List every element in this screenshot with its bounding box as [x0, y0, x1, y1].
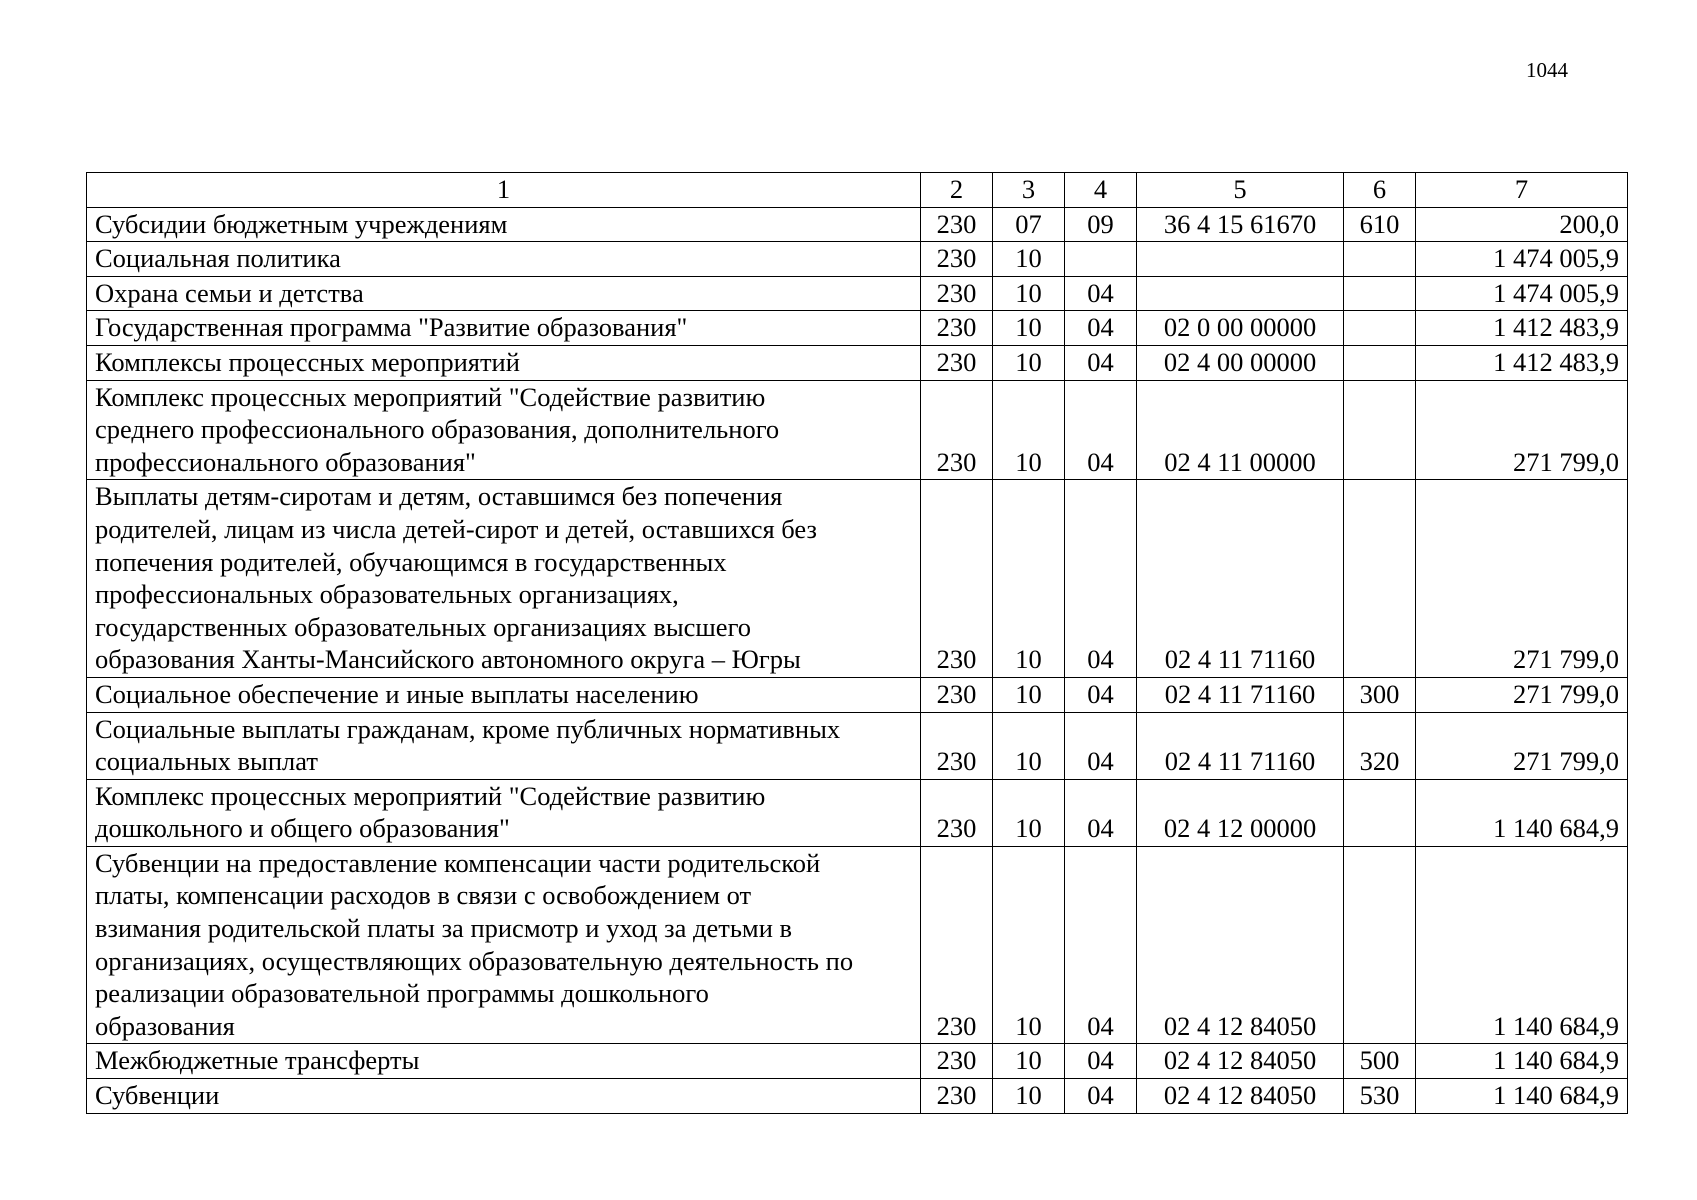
- table-row: [87, 380, 1628, 480]
- cell-name-line: социальных выплат: [95, 746, 318, 777]
- cell-expense-type: 320: [1344, 712, 1416, 779]
- cell-name: [87, 380, 921, 480]
- cell-section: 10: [993, 480, 1065, 678]
- cell-section: 10: [993, 712, 1065, 779]
- cell-target: 02 4 11 00000: [1137, 380, 1344, 480]
- cell-expense-type: [1344, 846, 1416, 1044]
- cell-name-line: Субвенции: [95, 1080, 220, 1111]
- cell-amount: 271 799,0: [1416, 380, 1628, 480]
- cell-code: 230: [921, 846, 993, 1044]
- cell-code: 230: [921, 1044, 993, 1079]
- header-cell-expense-type: 6: [1344, 173, 1416, 208]
- cell-subsection: 04: [1065, 779, 1137, 846]
- cell-expense-type: [1344, 345, 1416, 380]
- cell-name-line: Социальные выплаты гражданам, кроме публичных нормативных: [95, 713, 841, 744]
- cell-section: 10: [993, 276, 1065, 311]
- cell-section: 10: [993, 779, 1065, 846]
- cell-name: [87, 779, 921, 846]
- cell-subsection: 04: [1065, 311, 1137, 346]
- cell-expense-type: [1344, 242, 1416, 277]
- cell-name: [87, 242, 921, 277]
- cell-name: [87, 1079, 921, 1114]
- cell-name-line: Социальная политика: [95, 243, 341, 274]
- header-cell-subsection: 4: [1065, 173, 1137, 208]
- cell-target: [1137, 276, 1344, 311]
- cell-expense-type: [1344, 276, 1416, 311]
- cell-subsection: 09: [1065, 207, 1137, 242]
- cell-amount: 1 412 483,9: [1416, 311, 1628, 346]
- cell-subsection: 04: [1065, 276, 1137, 311]
- cell-subsection: 04: [1065, 380, 1137, 480]
- cell-name-line: Выплаты детям-сиротам и детям, оставшимся без попечения: [95, 481, 783, 512]
- cell-expense-type: 300: [1344, 677, 1416, 712]
- cell-section: 10: [993, 846, 1065, 1044]
- cell-name-line: государственных образовательных организациях высшего: [95, 611, 752, 642]
- cell-target: 02 4 12 84050: [1137, 1044, 1344, 1079]
- cell-name-line: Комплекс процессных мероприятий "Содействие развитию: [95, 780, 766, 811]
- header-cell-target: 5: [1137, 173, 1344, 208]
- cell-section: 10: [993, 1044, 1065, 1079]
- cell-target: 02 4 11 71160: [1137, 677, 1344, 712]
- cell-target: 02 4 11 71160: [1137, 712, 1344, 779]
- cell-amount: 1 140 684,9: [1416, 1079, 1628, 1114]
- cell-subsection: 04: [1065, 1044, 1137, 1079]
- header-cell-code: 2: [921, 173, 993, 208]
- cell-subsection: 04: [1065, 846, 1137, 1044]
- cell-target: [1137, 242, 1344, 277]
- cell-target: 02 4 11 71160: [1137, 480, 1344, 678]
- cell-expense-type: [1344, 311, 1416, 346]
- cell-expense-type: 500: [1344, 1044, 1416, 1079]
- cell-amount: 271 799,0: [1416, 712, 1628, 779]
- cell-section: 10: [993, 380, 1065, 480]
- cell-name-line: взимания родительской платы за присмотр и уход за детьми в: [95, 913, 793, 944]
- table-row: [87, 712, 1628, 779]
- table-row: [87, 345, 1628, 380]
- cell-subsection: 04: [1065, 1079, 1137, 1114]
- table-row: [87, 1044, 1628, 1079]
- table-row: [87, 779, 1628, 846]
- cell-section: 10: [993, 242, 1065, 277]
- cell-code: 230: [921, 242, 993, 277]
- table-row: [87, 480, 1628, 678]
- cell-amount: 271 799,0: [1416, 480, 1628, 678]
- cell-name: [87, 311, 921, 346]
- cell-section: 10: [993, 677, 1065, 712]
- table-row: [87, 846, 1628, 1044]
- cell-name-line: организациях, осуществляющих образовательную деятельность по: [95, 945, 854, 976]
- cell-subsection: 04: [1065, 345, 1137, 380]
- cell-amount: 200,0: [1416, 207, 1628, 242]
- cell-name-line: профессиональных образовательных организациях,: [95, 579, 679, 610]
- cell-subsection: 04: [1065, 677, 1137, 712]
- cell-name-line: образования: [95, 1010, 235, 1041]
- cell-name-line: платы, компенсации расходов в связи с освобождением от: [95, 880, 752, 911]
- cell-name-line: среднего профессионального образования, дополнительного: [95, 414, 780, 445]
- cell-expense-type: [1344, 480, 1416, 678]
- cell-amount: 271 799,0: [1416, 677, 1628, 712]
- cell-amount: 1 474 005,9: [1416, 276, 1628, 311]
- cell-name-line: родителей, лицам из числа детей-сирот и детей, оставшихся без: [95, 513, 817, 544]
- table-row: [87, 207, 1628, 242]
- table-row: [87, 1079, 1628, 1114]
- cell-name: [87, 345, 921, 380]
- cell-target: 02 4 12 00000: [1137, 779, 1344, 846]
- cell-subsection: 04: [1065, 712, 1137, 779]
- table-row: [87, 276, 1628, 311]
- cell-name: [87, 480, 921, 678]
- cell-name-line: Комплексы процессных мероприятий: [95, 346, 520, 377]
- cell-name-line: Комплекс процессных мероприятий "Содействие развитию: [95, 381, 766, 412]
- table-body: [87, 173, 1628, 1114]
- cell-expense-type: [1344, 779, 1416, 846]
- cell-code: 230: [921, 677, 993, 712]
- cell-name: [87, 846, 921, 1044]
- cell-name-line: образования Ханты-Мансийского автономного округа – Югры: [95, 644, 801, 675]
- cell-name-line: Охрана семьи и детства: [95, 277, 364, 308]
- cell-code: 230: [921, 207, 993, 242]
- header-cell-amount: 7: [1416, 173, 1628, 208]
- cell-amount: 1 140 684,9: [1416, 846, 1628, 1044]
- header-cell-name: 1: [87, 173, 921, 208]
- cell-code: 230: [921, 345, 993, 380]
- cell-target: 02 4 12 84050: [1137, 846, 1344, 1044]
- table-header-row: [87, 173, 1628, 208]
- cell-name: [87, 1044, 921, 1079]
- page-number: 1044: [1526, 58, 1568, 82]
- cell-subsection: 04: [1065, 480, 1137, 678]
- cell-target: 02 4 00 00000: [1137, 345, 1344, 380]
- cell-expense-type: 610: [1344, 207, 1416, 242]
- table-row: [87, 677, 1628, 712]
- table-row: [87, 242, 1628, 277]
- cell-code: 230: [921, 712, 993, 779]
- cell-target: 02 4 12 84050: [1137, 1079, 1344, 1114]
- cell-code: 230: [921, 276, 993, 311]
- cell-expense-type: [1344, 380, 1416, 480]
- cell-subsection: [1065, 242, 1137, 277]
- cell-code: 230: [921, 380, 993, 480]
- cell-name-line: Государственная программа "Развитие образования": [95, 312, 688, 343]
- cell-amount: 1 140 684,9: [1416, 779, 1628, 846]
- cell-section: 10: [993, 1079, 1065, 1114]
- cell-amount: 1 412 483,9: [1416, 345, 1628, 380]
- cell-name-line: дошкольного и общего образования": [95, 813, 510, 844]
- cell-code: 230: [921, 311, 993, 346]
- cell-section: 07: [993, 207, 1065, 242]
- cell-code: 230: [921, 1079, 993, 1114]
- table-row: [87, 311, 1628, 346]
- budget-table: [86, 172, 1628, 1114]
- cell-name: [87, 712, 921, 779]
- cell-name: [87, 677, 921, 712]
- cell-expense-type: 530: [1344, 1079, 1416, 1114]
- cell-target: 36 4 15 61670: [1137, 207, 1344, 242]
- cell-name: [87, 207, 921, 242]
- cell-name-line: Межбюджетные трансферты: [95, 1045, 420, 1076]
- cell-name-line: Социальное обеспечение и иные выплаты населению: [95, 678, 699, 709]
- cell-name: [87, 276, 921, 311]
- cell-section: 10: [993, 311, 1065, 346]
- cell-name-line: профессионального образования": [95, 446, 476, 477]
- cell-name-line: Субсидии бюджетным учреждениям: [95, 208, 508, 239]
- cell-name-line: реализации образовательной программы дошкольного: [95, 978, 709, 1009]
- cell-name-line: Субвенции на предоставление компенсации части родительской: [95, 847, 821, 878]
- cell-code: 230: [921, 779, 993, 846]
- cell-amount: 1 140 684,9: [1416, 1044, 1628, 1079]
- cell-amount: 1 474 005,9: [1416, 242, 1628, 277]
- cell-name-line: попечения родителей, обучающимся в государственных: [95, 546, 727, 577]
- header-cell-section: 3: [993, 173, 1065, 208]
- cell-code: 230: [921, 480, 993, 678]
- cell-section: 10: [993, 345, 1065, 380]
- cell-target: 02 0 00 00000: [1137, 311, 1344, 346]
